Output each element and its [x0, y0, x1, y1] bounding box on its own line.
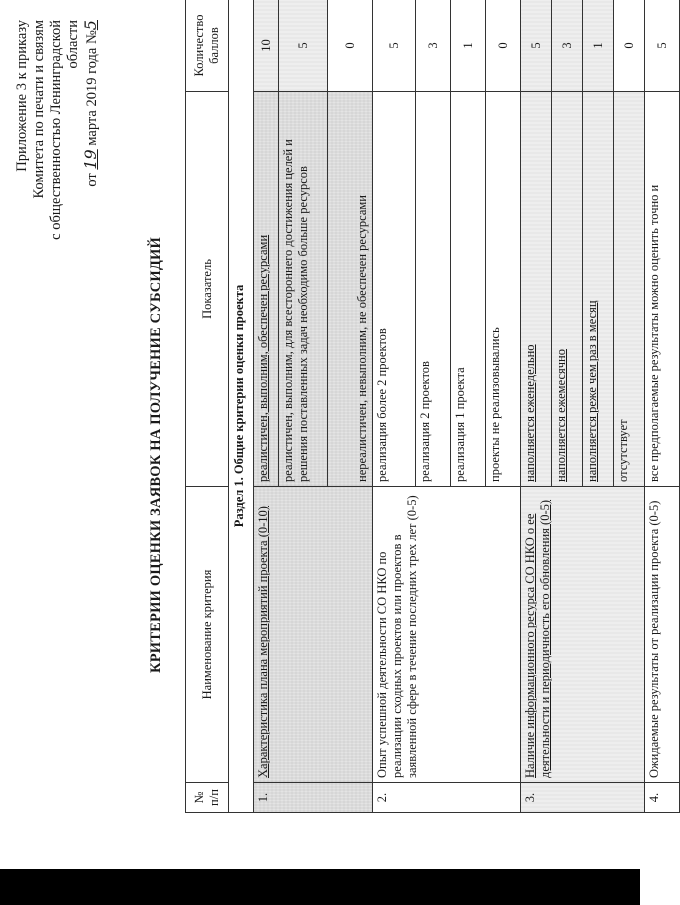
- criterion-3-indicator-4: отсутствует: [614, 92, 645, 487]
- criterion-1-name: Характеристика плана мероприятий проекта (0-10): [254, 487, 373, 783]
- criterion-2-score-4: 0: [486, 0, 521, 92]
- section-1-title: Раздел 1. Общие критерии оценки проекта: [229, 0, 254, 813]
- scan-bottom-border: [0, 869, 640, 905]
- criterion-3-score-2: 3: [552, 0, 583, 92]
- table-row: [254, 0, 279, 813]
- table-row: [645, 0, 680, 813]
- criterion-3-score-3: 1: [583, 0, 614, 92]
- header-score: Количество баллов: [186, 0, 229, 92]
- criteria-table: [185, 0, 680, 813]
- table-row: [521, 0, 552, 813]
- criterion-2-score-1: 5: [373, 0, 416, 92]
- appendix-header: [14, 20, 101, 260]
- criterion-4-score-1: 5: [645, 0, 680, 92]
- criterion-2-indicator-3: реализация 1 проекта: [451, 92, 486, 487]
- criterion-2-score-2: 3: [416, 0, 451, 92]
- criterion-2-indicator-4: проекты не реализовывались: [486, 92, 521, 487]
- criterion-1-score-2: 5: [279, 0, 328, 92]
- criterion-2-indicator-1: реализация более 2 проектов: [373, 92, 416, 487]
- criterion-1-score-3: 0: [328, 0, 373, 92]
- criterion-3-score-1: 5: [521, 0, 552, 92]
- document-title: КРИТЕРИИ ОЦЕНКИ ЗАЯВОК НА ПОЛУЧЕНИЕ СУБСИДИЙ: [148, 237, 164, 673]
- section-row: [229, 0, 254, 813]
- criterion-2-score-3: 1: [451, 0, 486, 92]
- criterion-3-indicator-3: наполняется реже чем раз в месяц: [583, 92, 614, 487]
- criterion-1-score-1: 10: [254, 0, 279, 92]
- criterion-2-num: 2.: [373, 783, 521, 813]
- criterion-1-indicator-3: нереалистичен, невыполним, не обеспечен ресурсами: [328, 92, 373, 487]
- table-row: [373, 0, 416, 813]
- criterion-4-num: 4.: [645, 783, 680, 813]
- header-num: № п/п: [186, 783, 229, 813]
- header-name: Наименование критерия: [186, 487, 229, 783]
- date-day: 19: [81, 149, 100, 170]
- criterion-2-indicator-2: реализация 2 проектов: [416, 92, 451, 487]
- date-number: 5: [81, 20, 100, 31]
- appendix-line-1: Приложение 3 к приказу: [14, 20, 30, 172]
- appendix-date: [82, 20, 101, 260]
- criterion-4-name: Ожидаемые результаты от реализации проекта (0-5): [645, 487, 680, 783]
- criterion-3-score-4: 0: [614, 0, 645, 92]
- appendix-line-3: с общественностью Ленинградской области: [48, 20, 81, 240]
- date-middle: марта 2019 года №: [84, 30, 100, 146]
- criterion-1-indicator-1: реалистичен, выполним, обеспечен ресурсами: [254, 92, 279, 487]
- date-prefix: от: [84, 173, 100, 187]
- criteria-table-wrap: [185, 0, 680, 813]
- criterion-1-num: 1.: [254, 783, 373, 813]
- criterion-3-indicator-1: наполняется еженедельно: [521, 92, 552, 487]
- criterion-3-num: 3.: [521, 783, 645, 813]
- appendix-line-2: Комитета по печати и связям: [31, 20, 47, 199]
- criterion-1-indicator-2: реалистичен, выполним, для всестороннего достижения целей и решения поставленных задач необходимо больше ресурсов: [279, 92, 328, 487]
- criterion-3-indicator-2: наполняется ежемесячно: [552, 92, 583, 487]
- criterion-2-name: Опыт успешной деятельности СО НКО по реализации сходных проектов или проектов в заявленной сфере в течение последних трех лет (0-5): [373, 487, 521, 783]
- header-indicator: Показатель: [186, 92, 229, 487]
- criterion-4-indicator-1: все предполагаемые результаты можно оценить точно и: [645, 92, 680, 487]
- criterion-3-name: Наличие информационного ресурса СО НКО о ее деятельности и периодичность его обновления (0-5): [521, 487, 645, 783]
- table-header-row: [186, 0, 229, 813]
